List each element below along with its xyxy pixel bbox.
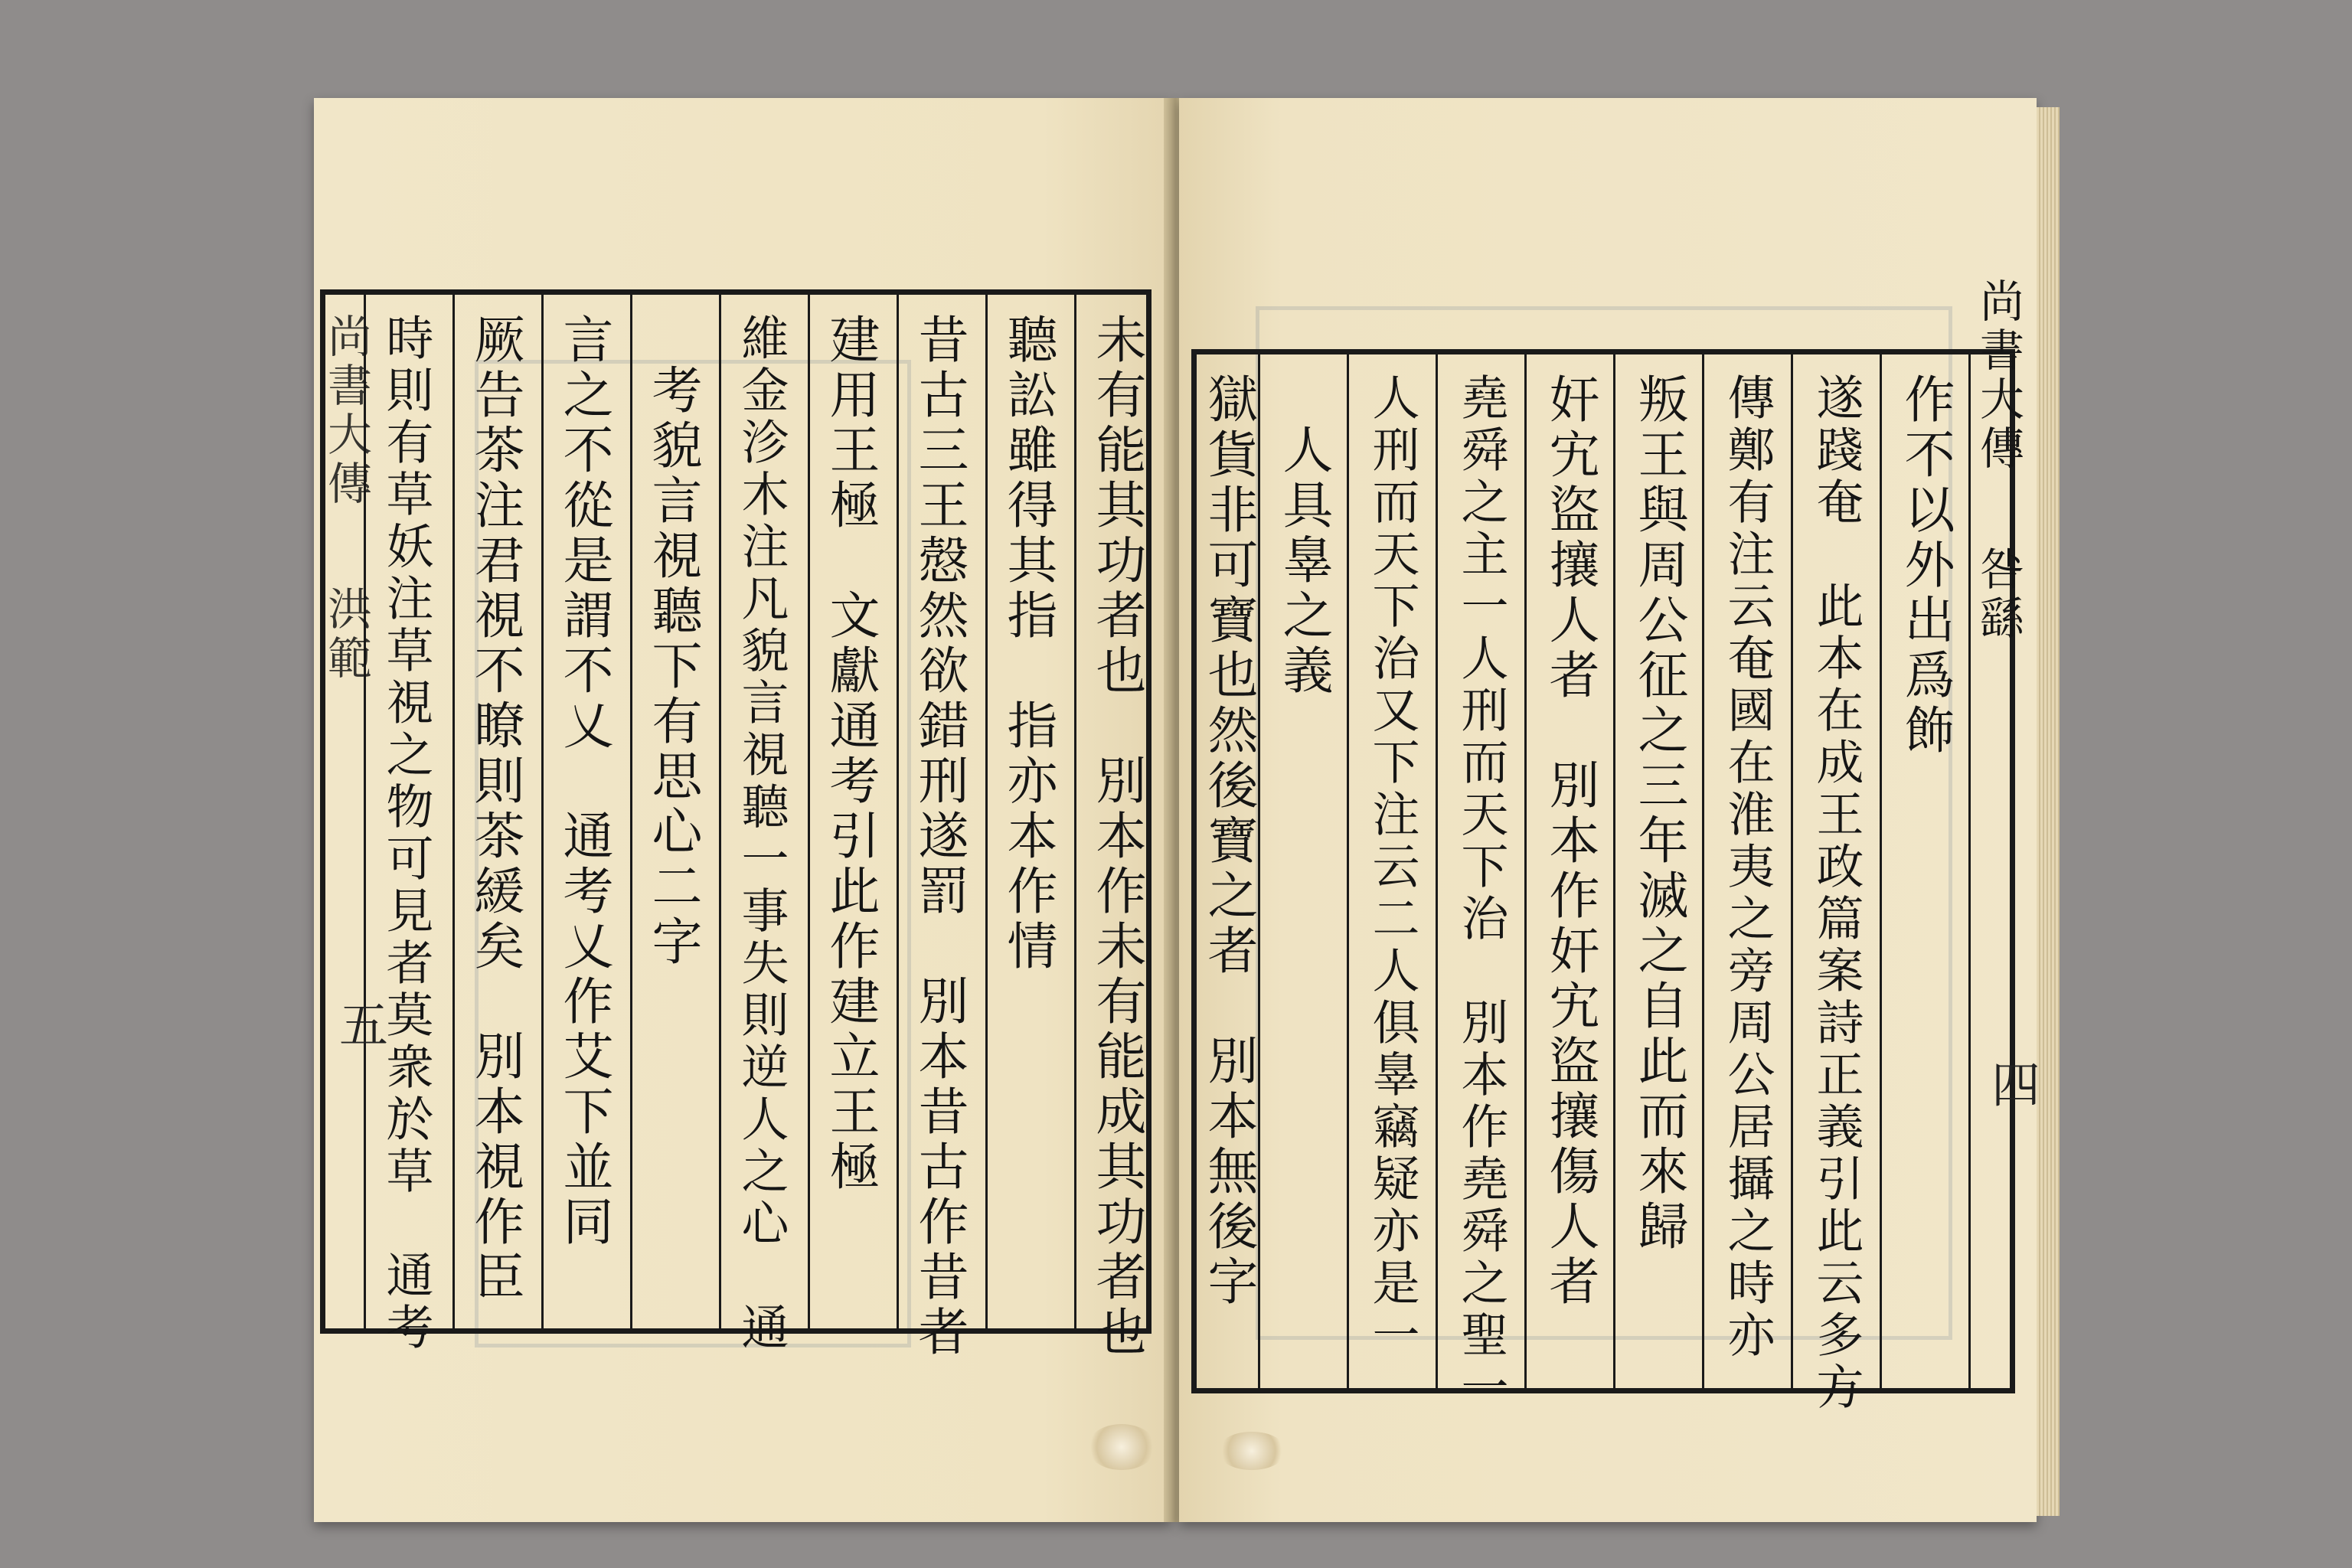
- margin-section: 洪範: [320, 586, 372, 684]
- text-column: 遂踐奄 此本在成王政篇案詩正義引此云多方: [1808, 373, 1864, 1414]
- column-rule: [1074, 295, 1076, 1328]
- column-rule: [1702, 354, 1704, 1388]
- column-rule: [985, 295, 988, 1328]
- text-column: 獄貨非可寶也然後寶之者 別本無後字: [1199, 373, 1258, 1310]
- column-rule: [452, 295, 455, 1328]
- text-column: 建用王極 文獻通考引此作建立王極: [821, 313, 880, 1195]
- text-column: 堯舜之主一人刑而天下治 別本作堯舜之聖一: [1453, 373, 1509, 1414]
- text-column: 奸宄盜攘人者 別本作奸宄盜攘傷人者: [1540, 373, 1599, 1310]
- text-column: 時則有草妖注草視之物可見者莫衆於草 通考: [378, 313, 434, 1354]
- column-rule: [1347, 354, 1349, 1388]
- right-text-frame: [1191, 278, 2040, 1414]
- margin-title: 尚書大傳: [320, 313, 372, 509]
- margin-title: 尚書大傳: [1972, 278, 2024, 474]
- text-column: 維金沴木注凡貌言視聽一事失則逆人之心 通: [733, 313, 789, 1354]
- text-column: 考貌言視聽下有思心二字: [643, 364, 702, 970]
- page-number: 五: [331, 999, 387, 1048]
- text-column: 厥告茶注君視不瞭則茶緩矣 別本視作臣: [466, 313, 524, 1305]
- text-column: 叛王與周公征之三年滅之自此而來歸: [1629, 373, 1688, 1255]
- text-column: 言之不從是謂不乂 通考乂作艾下並同: [554, 313, 613, 1250]
- text-column: 人刑而天下治又下注云二人俱辠竊疑亦是一: [1364, 373, 1420, 1362]
- column-rule: [1613, 354, 1615, 1388]
- column-rule: [897, 295, 899, 1328]
- paper-tear: [1217, 1432, 1286, 1470]
- text-column: 昔古三王慤然欲錯刑遂罰 別本昔古作昔者: [910, 313, 969, 1361]
- column-rule: [1524, 354, 1527, 1388]
- column-rule: [630, 295, 632, 1328]
- column-rule: [808, 295, 810, 1328]
- left-text-frame: [320, 289, 1152, 1361]
- column-rule: [1968, 354, 1971, 1388]
- column-rule: [1880, 354, 1882, 1388]
- text-column: 傳鄭有注云奄國在淮夷之旁周公居攝之時亦: [1720, 373, 1775, 1362]
- column-rule: [1436, 354, 1438, 1388]
- text-column: 未有能其功者也 別本作未有能成其功者也: [1087, 313, 1146, 1361]
- margin-section: 咎繇: [1972, 546, 2024, 644]
- text-column: 人具辠之義: [1274, 423, 1333, 699]
- text-column: 聽訟雖得其指 指亦本作情: [998, 313, 1057, 975]
- column-rule: [719, 295, 721, 1328]
- text-column: 作不以外出爲飾: [1896, 373, 1955, 759]
- column-rule: [541, 295, 544, 1328]
- column-rule: [1791, 354, 1793, 1388]
- page-stack-edge: [2037, 107, 2060, 1516]
- paper-tear: [1087, 1424, 1156, 1470]
- column-rule: [1258, 354, 1260, 1388]
- page-number: 四: [1983, 1059, 2040, 1108]
